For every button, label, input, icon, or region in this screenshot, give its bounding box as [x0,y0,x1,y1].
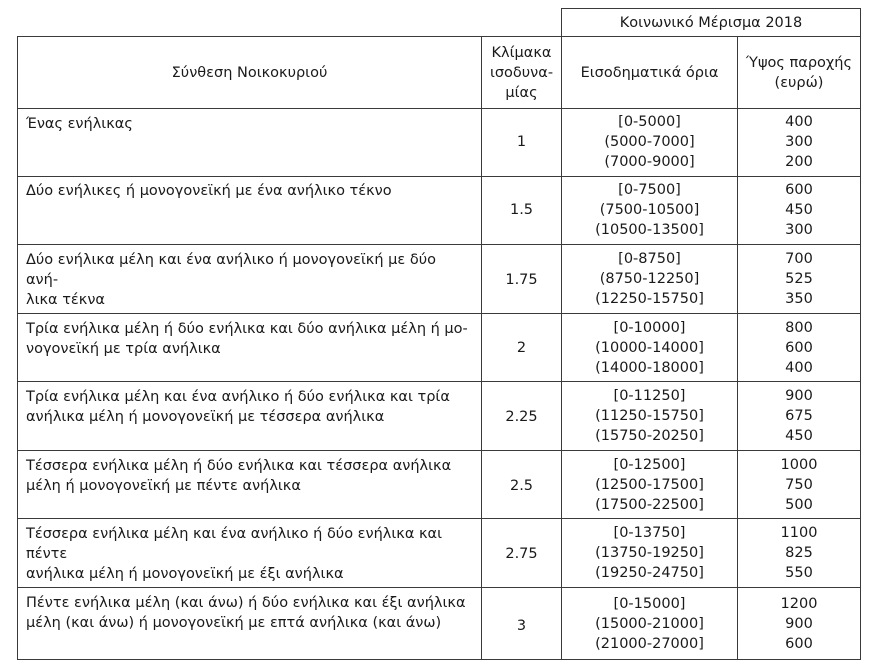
amount-cell: 600 450 300 [785,182,813,238]
scale-cell: 1.5 [509,202,534,218]
income-limits-cell: [0-15000] (15000-21000] (21000-27000] [595,596,704,652]
amount-cell: 1100 825 550 [780,525,818,581]
col-header-composition: Σύνθεση Νοικοκυριού [171,64,328,81]
rule [17,36,18,660]
composition-cell: Τρία ενήλικα μέλη ή δύο ενήλικα και δύο ανήλικα μέλη ή μο- νογονεϊκή με τρία ανήλικα [26,321,468,357]
scale-cell: 3 [516,618,527,634]
composition-cell: Τρία ενήλικα μέλη και ένα ανήλικο ή δύο ενήλικα και τρία ανήλικα μέλη ή μονογονεϊκή με τέσσερα ανήλικα [26,389,450,425]
composition-cell: Δύο ενήλικες ή μονογονεϊκή με ένα ανήλικο τέκνο [26,183,392,199]
scale-cell: 2 [516,340,527,356]
rule [17,450,861,451]
rule [17,244,861,245]
rule [17,587,861,588]
amount-cell: 1000 750 500 [780,457,818,513]
rule [860,8,861,660]
amount-cell: 800 600 400 [785,320,813,376]
amount-cell: 1200 900 600 [780,596,818,652]
composition-cell: Τέσσερα ενήλικα μέλη ή δύο ενήλικα και τέσσερα ανήλικα μέλη ή μονογονεϊκή με πέντε ανήλικα [26,458,452,494]
composition-cell: Ένας ενήλικας [26,116,133,132]
income-limits-cell: [0-5000] (5000-7000] (7000-9000] [604,114,695,170]
income-limits-cell: [0-13750] (13750-19250] (19250-24750] [595,525,704,581]
rule [17,659,861,660]
rule [17,381,861,382]
scale-cell: 1.75 [505,272,538,288]
composition-cell: Τέσσερα ενήλικα μέλη και ένα ανήλικο ή δύο ενήλικα και πέντε ανήλικα μέλη ή μονογονεϊκή με έξι ανήλικα [26,526,443,582]
col-header-scale: Κλίμακα ισοδυνα- μίας [489,44,554,101]
income-limits-cell: [0-7500] (7500-10500] (10500-13500] [595,182,704,238]
amount-cell: 400 300 200 [785,114,813,170]
group-title: Κοινωνικό Μέρισμα 2018 [619,14,803,31]
amount-cell: 700 525 350 [785,251,813,307]
amount-cell: 900 675 450 [785,388,813,444]
composition-cell: Δύο ενήλικα μέλη και ένα ανήλικο ή μονογονεϊκή με δύο ανή- λικα τέκνα [26,252,436,308]
income-limits-cell: [0-8750] (8750-12250] (12250-15750] [595,251,704,307]
income-limits-cell: [0-10000] (10000-14000] (14000-18000] [595,320,704,376]
rule [17,518,861,519]
scale-cell: 1 [516,134,527,150]
income-limits-cell: [0-11250] (11250-15750] (15750-20250] [595,388,704,444]
col-header-amount: Ύψος παροχής (ευρώ) [746,54,852,91]
scale-cell: 2.75 [505,546,538,562]
col-header-income: Εισοδηματικά όρια [580,64,719,81]
rule [17,108,861,109]
rule [17,313,861,314]
rule [17,176,861,177]
scale-cell: 2.5 [509,478,534,494]
income-limits-cell: [0-12500] (12500-17500] (17500-22500] [595,457,704,513]
scale-cell: 2.25 [505,409,538,425]
composition-cell: Πέντε ενήλικα μέλη (και άνω) ή δύο ενήλικα και έξι ανήλικα μέλη (και άνω) ή μονογονεϊκή με επτά ανήλικα (και άνω) [26,595,466,631]
